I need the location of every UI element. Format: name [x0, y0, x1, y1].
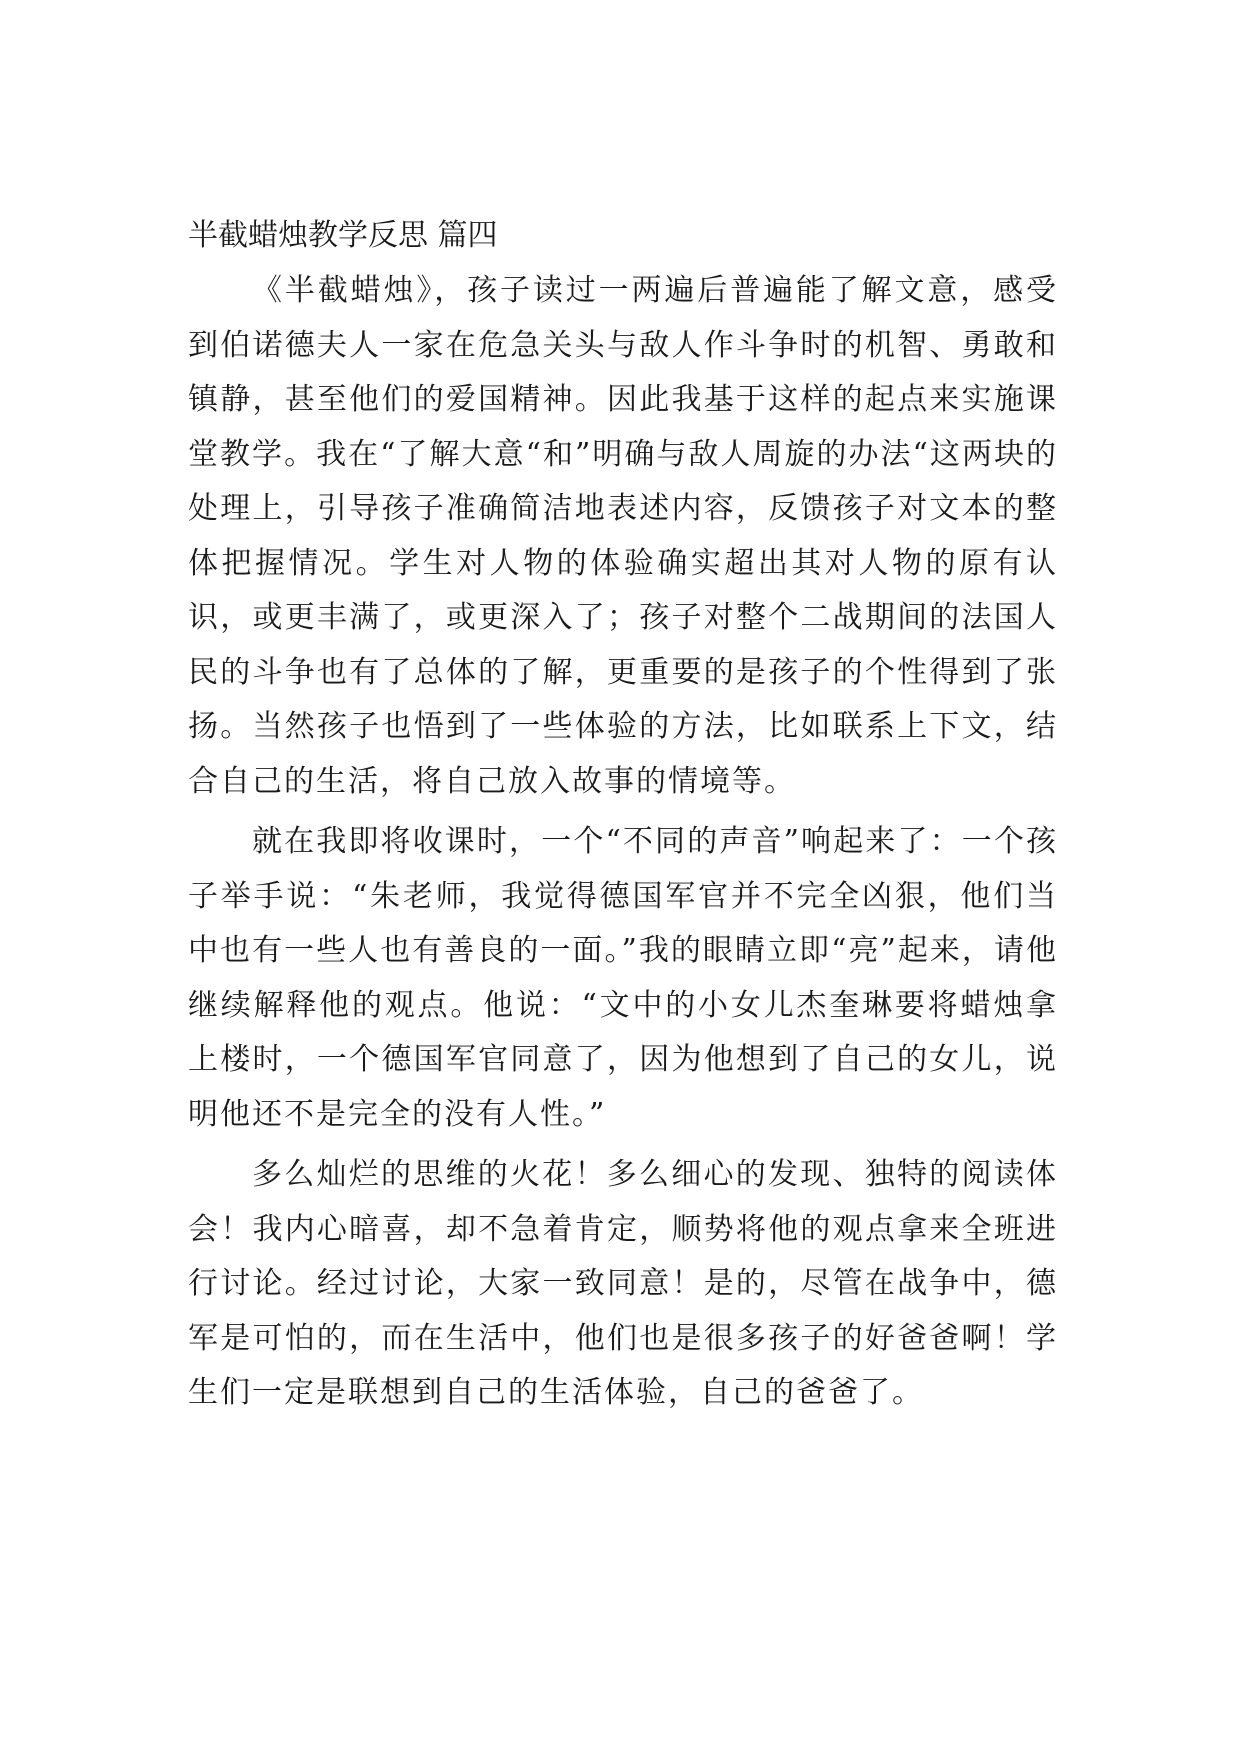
document-title: 半截蜡烛教学反思 篇四 [188, 218, 498, 253]
paragraph-3: 多么灿烂的思维的火花！多么细心的发现、独特的阅读体会！我内心暗喜，却不急着肯定，顺势将他的观点拿来全班进行讨论。经过讨论，大家一致同意！是的，尽管在战争中，德军是可怕的，而在生活中，他们也是很多孩子的好爸爸啊！学生们一定是联想到自己的生活体验，自己的爸爸了。 [188, 1157, 1058, 1410]
paragraph-1: 《半截蜡烛》，孩子读过一两遍后普遍能了解文意，感受到伯诺德夫人一家在危急关头与敌人作斗争时的机智、勇敢和镇静，甚至他们的爱国精神。因此我基于这样的起点来实施课堂教学。我在“了解大意“和”明确与敌人周旋的办法“这两块的处理上，引导孩子准确简洁地表述内容，反馈孩子对文本的整体把握情况。学生对人物的体验确实超出其对人物的原有认识，或更丰满了，或更深入了；孩子对整个二战期间的法国人民的斗争也有了总体的了解，更重要的是孩子的个性得到了张扬。当然孩子也悟到了一些体验的方法，比如联系上下文，结合自己的生活，将自己放入故事的情境等。 [188, 273, 1058, 799]
paragraph-2: 就在我即将收课时，一个“不同的声音”响起来了：一个孩子举手说：“朱老师，我觉得德国军官并不完全凶狠，他们当中也有一些人也有善良的一面。”我的眼睛立即“亮”起来，请他继续解释他的观点。他说：“文中的小女儿杰奎琳要将蜡烛拿上楼时，一个德国军官同意了，因为他想到了自己的女儿，说明他还不是完全的没有人性。” [188, 824, 1058, 1132]
document-body [188, 188, 1058, 1421]
